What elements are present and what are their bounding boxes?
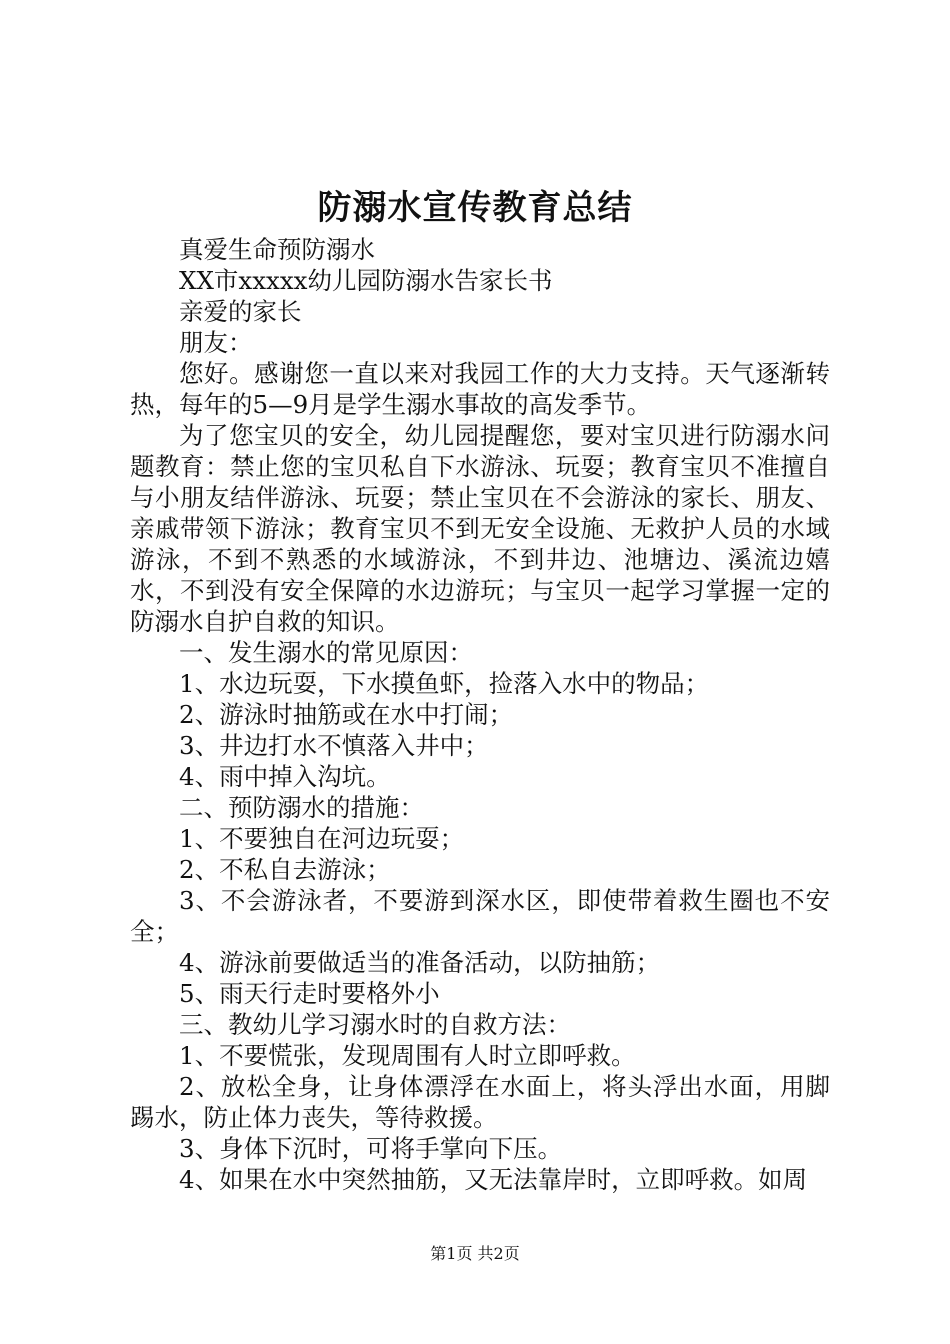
list-item: 1、不要独自在河边玩耍； bbox=[179, 824, 465, 853]
list-item: 1、水边玩耍，下水摸鱼虾，捡落入水中的物品； bbox=[179, 669, 710, 698]
paragraph: XX市xxxxx幼儿园防溺水告家长书 bbox=[179, 266, 553, 295]
list-item: 3、不会游泳者，不要游到深水区，即使带着救生圈也不安全； bbox=[130, 886, 830, 946]
list-item: 1、不要慌张，发现周围有人时立即呼救。 bbox=[179, 1041, 636, 1070]
paragraph: 您好。感谢您一直以来对我园工作的大力支持。天气逐渐转热，每年的5—9月是学生溺水事故的高发季节。 bbox=[130, 359, 830, 419]
document-body bbox=[130, 234, 830, 1195]
section-heading: 二、预防溺水的措施： bbox=[179, 793, 424, 822]
list-item: 4、雨中掉入沟坑。 bbox=[179, 762, 391, 791]
paragraph: 朋友： bbox=[179, 328, 253, 357]
list-item: 3、身体下沉时，可将手掌向下压。 bbox=[179, 1134, 563, 1163]
list-item: 4、游泳前要做适当的准备活动，以防抽筋； bbox=[179, 948, 661, 977]
paragraph: 亲爱的家长 bbox=[179, 297, 302, 326]
document-title: 防溺水宣传教育总结 bbox=[317, 188, 633, 228]
list-item: 2、不私自去游泳； bbox=[179, 855, 391, 884]
section-heading: 三、教幼儿学习溺水时的自救方法： bbox=[179, 1010, 571, 1039]
paragraph: 真爱生命预防溺水 bbox=[179, 235, 375, 264]
list-item: 2、游泳时抽筋或在水中打闹； bbox=[179, 700, 514, 729]
page-footer: 第1页 共2页 bbox=[430, 1244, 520, 1263]
paragraph: 为了您宝贝的安全，幼儿园提醒您，要对宝贝进行防溺水问题教育：禁止您的宝贝私自下水游泳、玩耍；教育宝贝不准擅自与小朋友结伴游泳、玩耍；禁止宝贝在不会游泳的家长、朋友、亲戚带领下游泳；教育宝贝不到无安全设施、无救护人员的水域游泳，不到不熟悉的水域游泳，不到井边、池塘边、溪流边嬉水，不到没有安全保障的水边游玩；与宝贝一起学习掌握一定的防溺水自护自救的知识。 bbox=[130, 421, 830, 636]
list-item: 5、雨天行走时要格外小 bbox=[179, 979, 440, 1008]
list-item: 3、井边打水不慎落入井中； bbox=[179, 731, 489, 760]
list-item: 2、放松全身，让身体漂浮在水面上，将头浮出水面，用脚踢水，防止体力丧失，等待救援。 bbox=[130, 1072, 830, 1132]
section-heading: 一、发生溺水的常见原因： bbox=[179, 638, 473, 667]
list-item: 4、如果在水中突然抽筋，又无法靠岸时，立即呼救。如周 bbox=[179, 1165, 808, 1194]
